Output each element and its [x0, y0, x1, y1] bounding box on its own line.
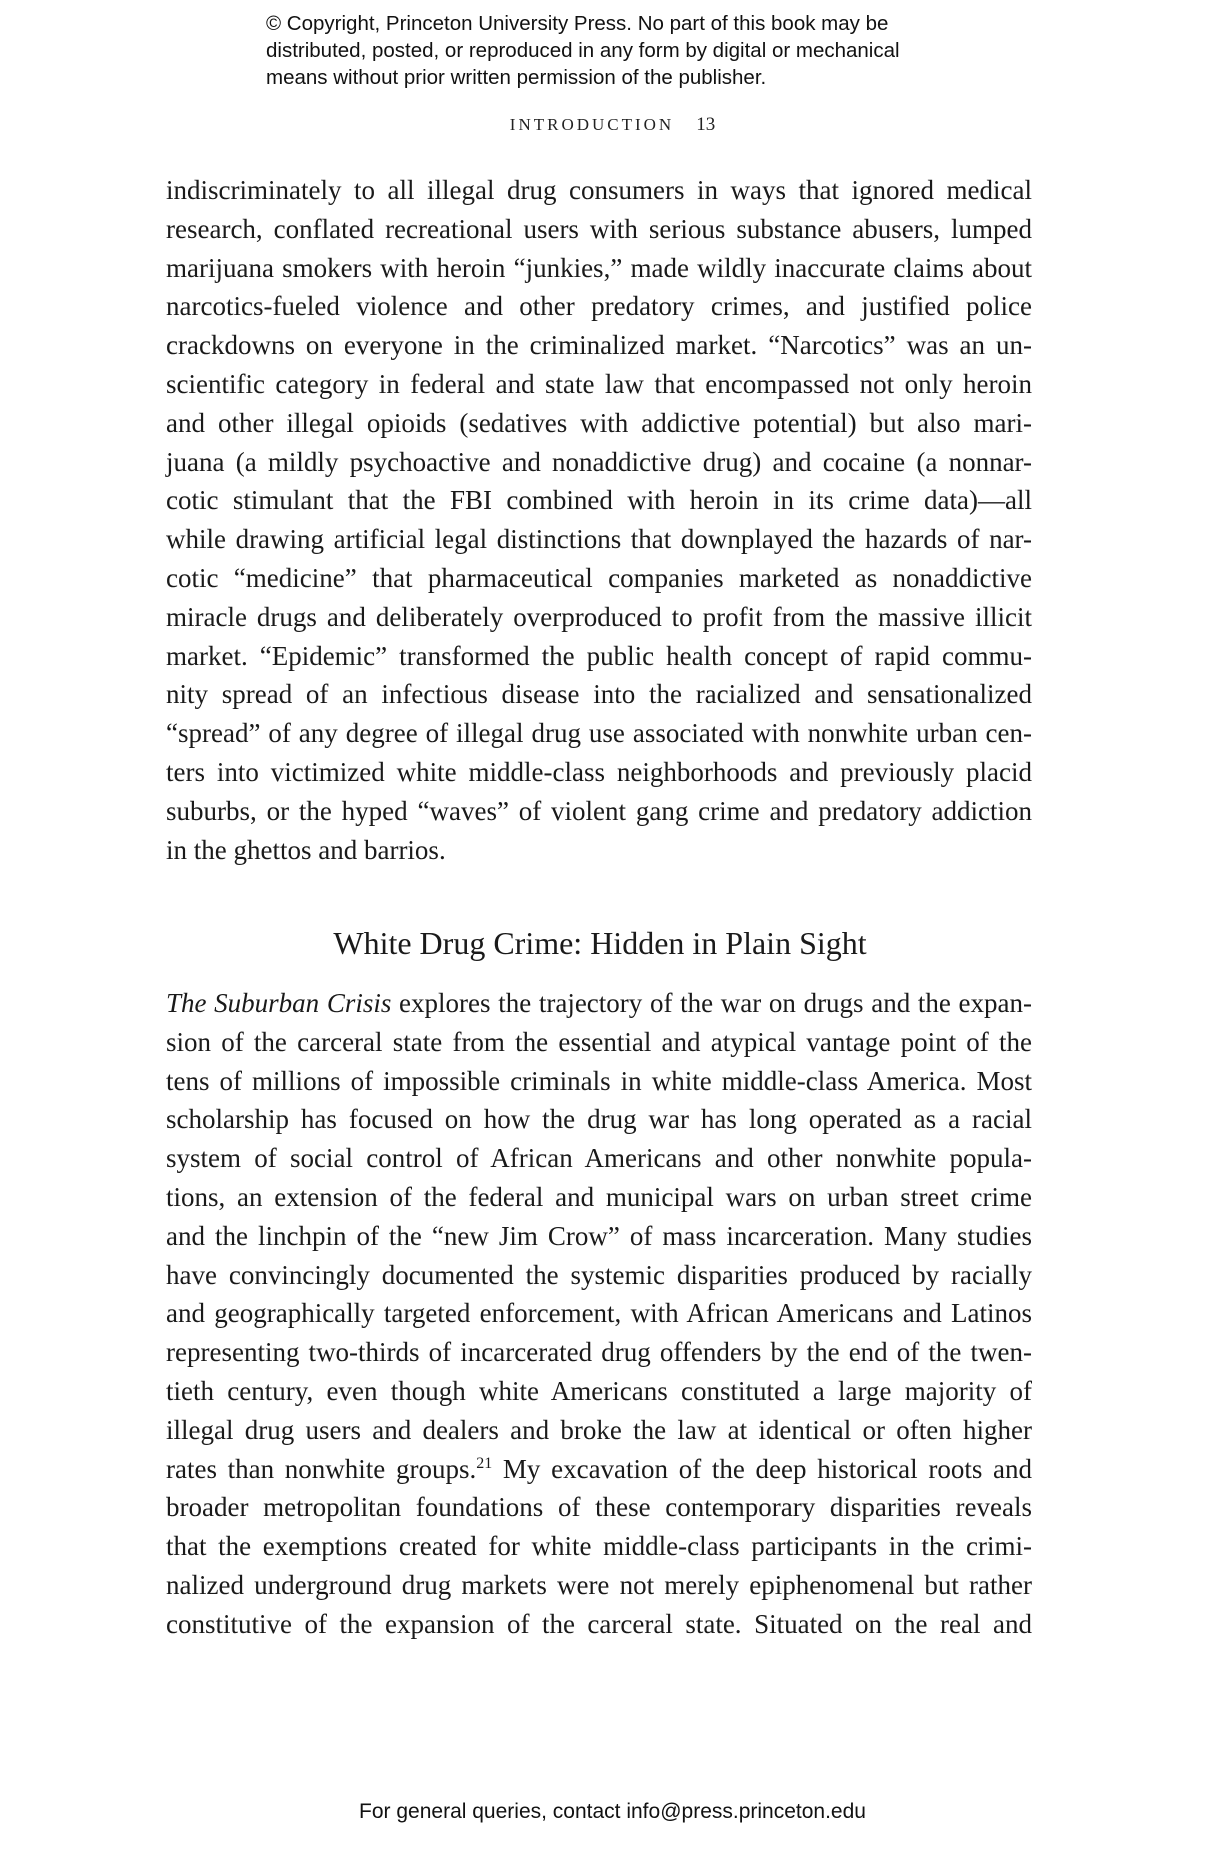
- footer-contact: For general queries, contact info@press.princeton.edu: [359, 1800, 866, 1823]
- text-line: market. “Epidemic” transformed the public health concept of rapid commu-: [166, 640, 1032, 671]
- copyright-line: means without prior written permission of the publisher.: [266, 66, 767, 89]
- body-paragraph-1: [166, 171, 1032, 869]
- text-line: tieth century, even though white Americans constituted a large majority of: [166, 1375, 1032, 1406]
- text-line: suburbs, or the hyped “waves” of violent gang crime and predatory addiction: [166, 795, 1032, 826]
- text-line: research, conflated recreational users with serious substance abusers, lumped: [166, 213, 1032, 244]
- text-line: juana (a mildly psychoactive and nonaddictive drug) and cocaine (a nonnar-: [166, 446, 1032, 477]
- text-line: system of social control of African Americans and other nonwhite popula-: [166, 1143, 1032, 1174]
- text-line: illegal drug users and dealers and broke the law at identical or often higher: [166, 1414, 1032, 1445]
- text-line: and other illegal opioids (sedatives with addictive potential) but also mari-: [166, 407, 1032, 438]
- text-line: [166, 1450, 1032, 1489]
- text-line: miracle drugs and deliberately overproduced to profit from the massive illicit: [166, 601, 1032, 632]
- text-line: sion of the carceral state from the essential and atypical vantage point of the: [166, 1026, 1032, 1057]
- text-line: [166, 984, 1032, 1023]
- text-run: My excavation of the deep historical roots and: [492, 1453, 1033, 1484]
- copyright-line: © Copyright, Princeton University Press. No part of this book may be: [266, 12, 889, 35]
- text-line: “spread” of any degree of illegal drug use associated with nonwhite urban cen-: [166, 718, 1032, 749]
- text-run: explores the trajectory of the war on drugs and the expan-: [391, 988, 1032, 1018]
- book-title: The Suburban Crisis: [166, 988, 392, 1018]
- text-line: narcotics-fueled violence and other predatory crimes, and justified police: [166, 291, 1032, 322]
- text-line: ters into victimized white middle-class neighborhoods and previously placid: [166, 756, 1032, 787]
- text-line: broader metropolitan foundations of these contemporary disparities reveals: [166, 1492, 1032, 1523]
- text-line: representing two-thirds of incarcerated drug offenders by the end of the twen-: [166, 1337, 1032, 1368]
- text-line: have convincingly documented the systemic disparities produced by racially: [166, 1259, 1032, 1290]
- text-line: crackdowns on everyone in the criminalized market. “Narcotics” was an un-: [166, 330, 1032, 361]
- text-line: tens of millions of impossible criminals in white middle-class America. Most: [166, 1065, 1032, 1096]
- text-line: cotic stimulant that the FBI combined with heroin in its crime data)—all: [166, 485, 1032, 516]
- text-line: and geographically targeted enforcement, with African Americans and Latinos: [166, 1298, 1032, 1329]
- body-paragraph-2: [166, 984, 1032, 1644]
- section-heading: White Drug Crime: Hidden in Plain Sight: [333, 925, 867, 961]
- text-line: constitutive of the expansion of the carceral state. Situated on the real and: [166, 1608, 1032, 1639]
- running-head: [0, 114, 1225, 136]
- text-line: and the linchpin of the “new Jim Crow” of mass incarceration. Many studies: [166, 1220, 1032, 1251]
- text-line: tions, an extension of the federal and municipal wars on urban street crime: [166, 1181, 1032, 1212]
- copyright-line: distributed, posted, or reproduced in any form by digital or mechanical: [266, 39, 900, 62]
- text-run: rates than nonwhite groups.: [166, 1453, 477, 1484]
- page-number: 13: [696, 114, 716, 135]
- text-line: in the ghettos and barrios.: [166, 834, 446, 865]
- running-head-section: INTRODUCTION: [509, 115, 675, 134]
- text-line: indiscriminately to all illegal drug consumers in ways that ignored medical: [166, 175, 1032, 205]
- footnote-reference[interactable]: 21: [476, 1454, 493, 1472]
- text-line: scholarship has focused on how the drug war has long operated as a racial: [166, 1104, 1032, 1135]
- text-line: cotic “medicine” that pharmaceutical companies marketed as nonaddictive: [166, 562, 1032, 593]
- copyright-notice: [266, 10, 1026, 91]
- text-line: marijuana smokers with heroin “junkies,” made wildly inaccurate claims about: [166, 252, 1032, 283]
- text-line: scientific category in federal and state law that encompassed not only heroin: [166, 368, 1032, 399]
- text-line: nalized underground drug markets were not merely epiphenomenal but rather: [166, 1569, 1032, 1600]
- text-line: that the exemptions created for white middle-class participants in the crimi-: [166, 1531, 1032, 1562]
- text-line: nity spread of an infectious disease into the racialized and sensationalized: [166, 679, 1032, 710]
- text-line: while drawing artificial legal distinctions that downplayed the hazards of nar-: [166, 524, 1032, 555]
